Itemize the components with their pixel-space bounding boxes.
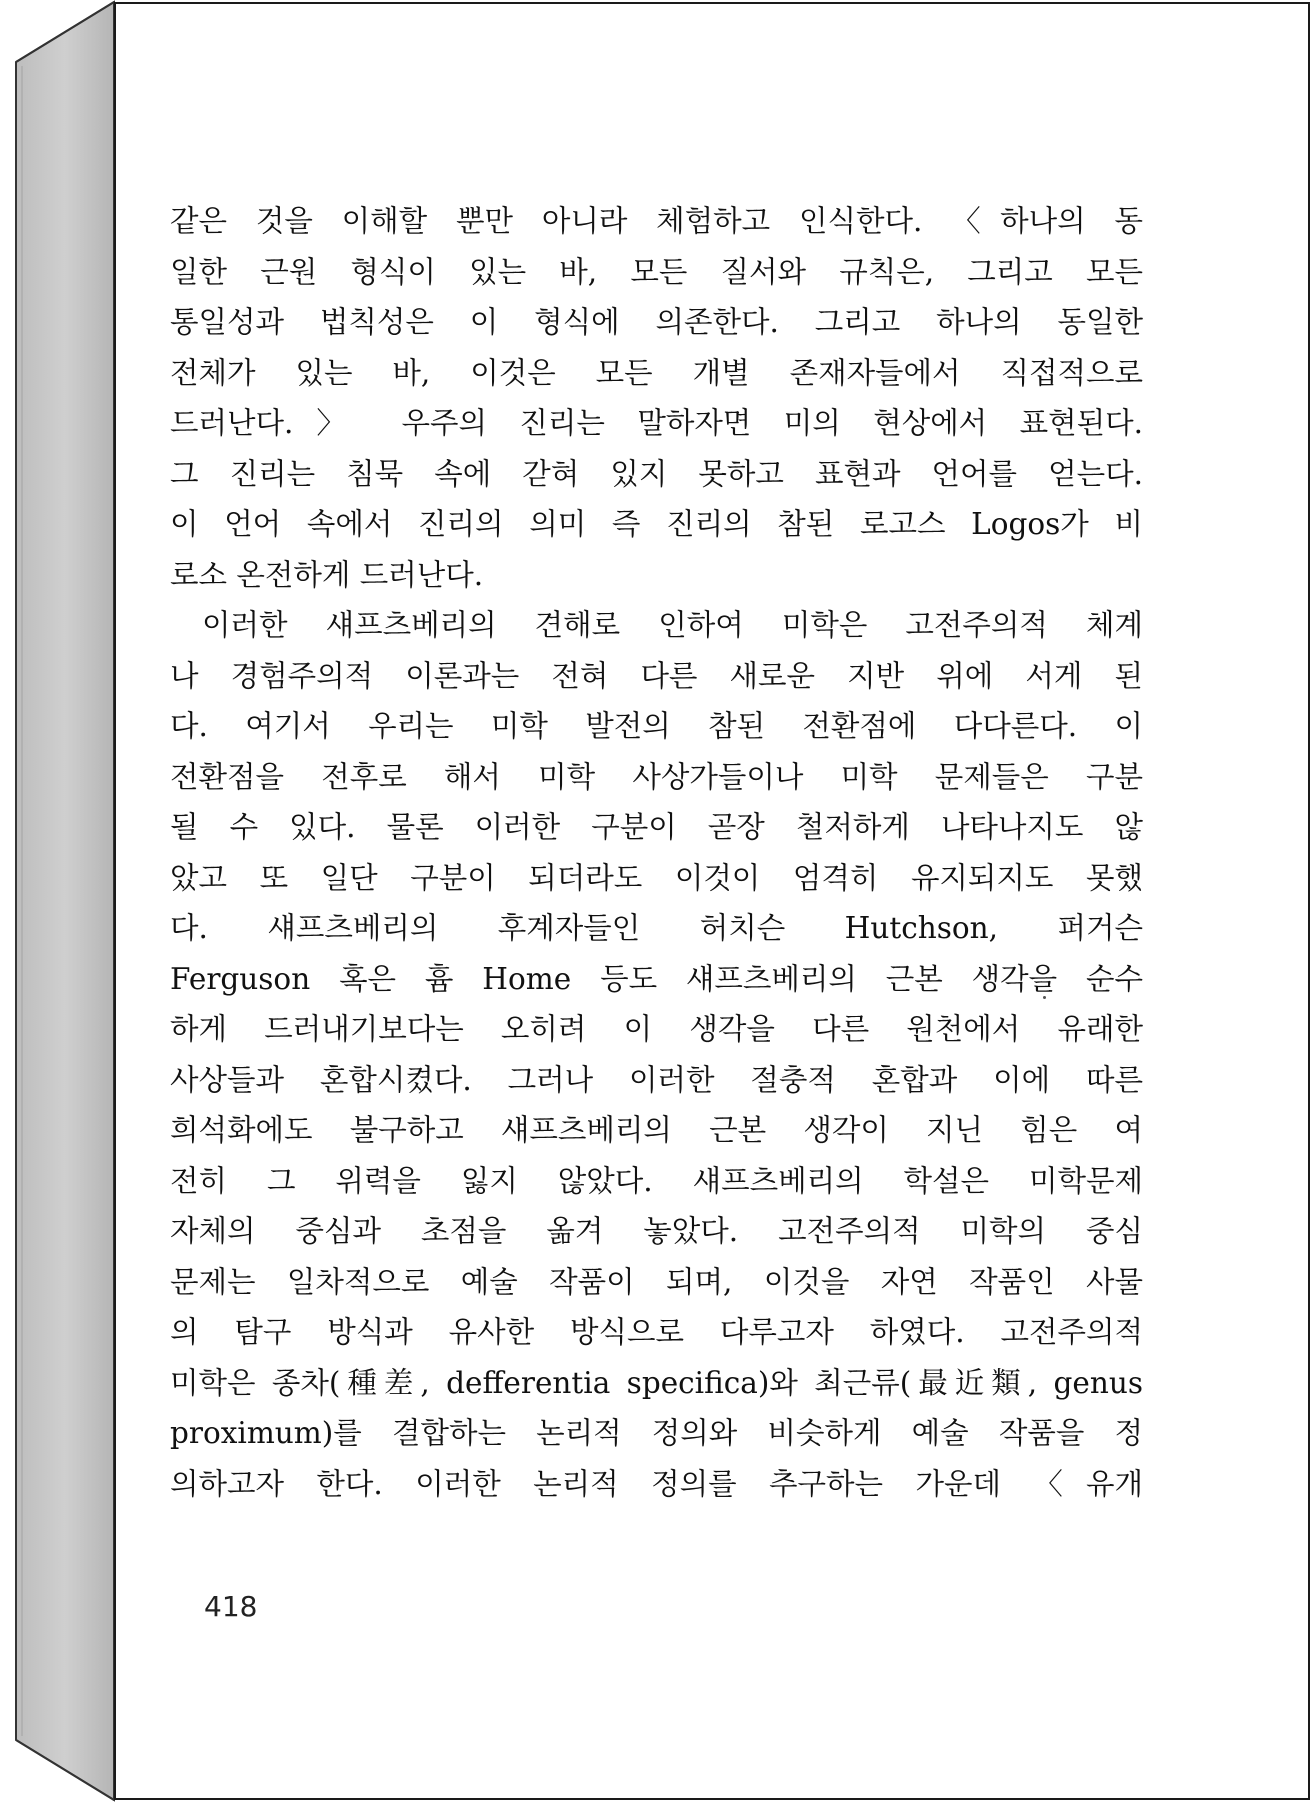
text-line: 의 탐구 방식과 유사한 방식으로 다루고자 하였다. 고전주의적 — [170, 1315, 1143, 1349]
text-line: 다. 여기서 우리는 미학 발전의 참된 전환점에 다다른다. 이 — [170, 709, 1143, 743]
text-line: 전체가 있는 바, 이것은 모든 개별 존재자들에서 직접적으로 — [170, 355, 1143, 390]
text-line: 일한 근원 형식이 있는 바, 모든 질서와 규칙은, 그리고 모든 — [170, 254, 1143, 289]
text-line: 았고 또 일단 구분이 되더라도 이것이 엄격히 유지되지도 못했 — [170, 860, 1143, 895]
text-line: 이러한 섀프츠베리의 견해로 인하여 미학은 고전주의적 체계 — [202, 608, 1143, 642]
text-line: 통일성과 법칙성은 이 형식에 의존한다. 그리고 하나의 동일한 — [170, 305, 1143, 339]
text-line: 전히 그 위력을 잃지 않았다. 섀프츠베리의 학설은 미학문제 — [170, 1163, 1143, 1198]
text-line: 드러난다.〉 우주의 진리는 말하자면 미의 현상에서 표현된다. — [170, 406, 1143, 440]
text-line: 문제는 일차적으로 예술 작품이 되며, 이것을 자연 작품인 사물 — [170, 1264, 1143, 1299]
text-line: 될 수 있다. 물론 이러한 구분이 곧장 철저하게 나타나지도 않 — [170, 810, 1143, 844]
page-number: 418 — [204, 1590, 258, 1623]
text-line: 같은 것을 이해할 뿐만 아니라 체험하고 인식한다. 〈하나의 동 — [170, 204, 1143, 238]
text-line: Ferguson 혹은 흄 Home 등도 섀프츠베리의 근본 생각을 순수 — [170, 961, 1143, 996]
text-line: 다. 섀프츠베리의 후계자들인 허치슨 Hutchson, 퍼거슨 — [170, 911, 1143, 945]
text-line: 자체의 중심과 초점을 옮겨 놓았다. 고전주의적 미학의 중심 — [170, 1214, 1143, 1248]
text-line: 전환점을 전후로 해서 미학 사상가들이나 미학 문제들은 구분 — [170, 759, 1143, 794]
text-line: 사상들과 혼합시켰다. 그러나 이러한 절충적 혼합과 이에 따른 — [170, 1062, 1143, 1097]
text-line: 나 경험주의적 이론과는 전혀 다른 새로운 지반 위에 서게 된 — [170, 658, 1143, 693]
text-line: 하게 드러내기보다는 오히려 이 생각을 다른 원천에서 유래한 — [170, 1012, 1143, 1046]
text-line: 그 진리는 침묵 속에 갇혀 있지 못하고 표현과 언어를 얻는다. — [170, 456, 1143, 491]
text-line: proximum)를 결합하는 논리적 정의와 비슷하게 예술 작품을 정 — [170, 1416, 1143, 1450]
margin-dot — [1043, 996, 1046, 999]
text-line: 이 언어 속에서 진리의 의미 즉 진리의 참된 로고스 Logos가 비 — [170, 507, 1143, 541]
text-line: 미학은 종차(種差, defferentia specifica)와 최근류(最近類, genus — [170, 1365, 1143, 1400]
text-line: 의하고자 한다. 이러한 논리적 정의를 추구하는 가운데 〈유개 — [170, 1466, 1143, 1501]
body-text — [170, 196, 1143, 1509]
text-line: 희석화에도 불구하고 섀프츠베리의 근본 생각이 지닌 힘은 여 — [170, 1113, 1143, 1147]
text-line: 로소 온전하게 드러난다. — [170, 557, 484, 592]
